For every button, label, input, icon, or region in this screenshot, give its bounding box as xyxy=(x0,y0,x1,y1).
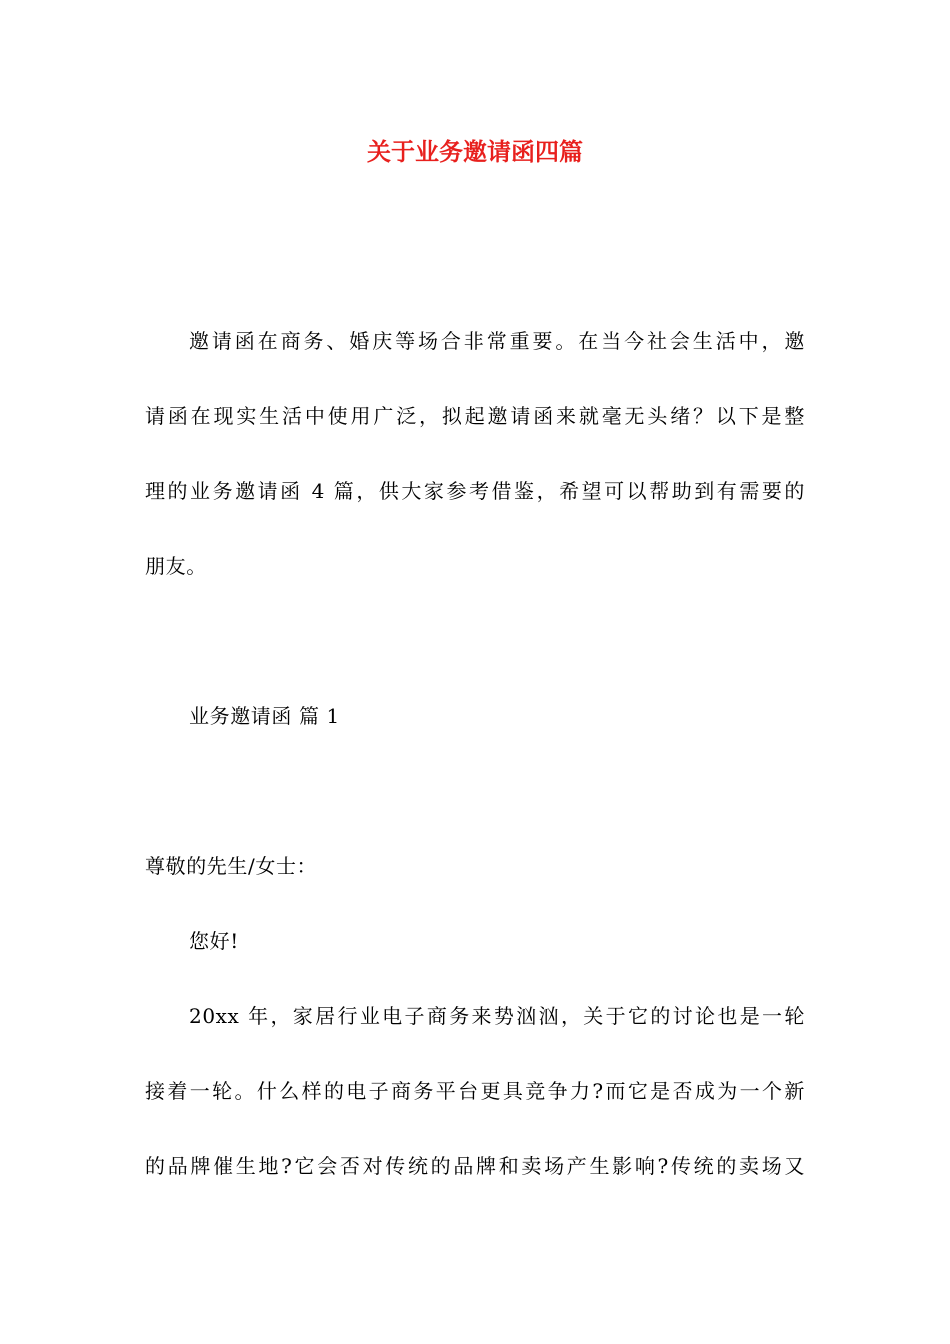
body-line-3: 的品牌催生地?它会否对传统的品牌和卖场产生影响?传统的卖场又 xyxy=(145,1154,805,1178)
section-heading: 业务邀请函 篇 1 xyxy=(189,704,340,728)
salutation: 尊敬的先生/女士： xyxy=(145,854,318,878)
document-title: 关于业务邀请函四篇 xyxy=(367,137,583,166)
body-line-2: 接着一轮。什么样的电子商务平台更具竞争力?而它是否成为一个新 xyxy=(145,1079,805,1103)
intro-line-2: 请函在现实生活中使用广泛，拟起邀请函来就毫无头绪？以下是整 xyxy=(145,404,805,428)
body-line-1: 20xx 年，家居行业电子商务来势汹汹，关于它的讨论也是一轮 xyxy=(189,1004,805,1028)
intro-line-1: 邀请函在商务、婚庆等场合非常重要。在当今社会生活中，邀 xyxy=(189,329,805,353)
intro-line-4: 朋友。 xyxy=(145,554,207,578)
greeting: 您好! xyxy=(189,929,239,953)
intro-line-3: 理的业务邀请函 4 篇，供大家参考借鉴，希望可以帮助到有需要的 xyxy=(145,479,805,503)
